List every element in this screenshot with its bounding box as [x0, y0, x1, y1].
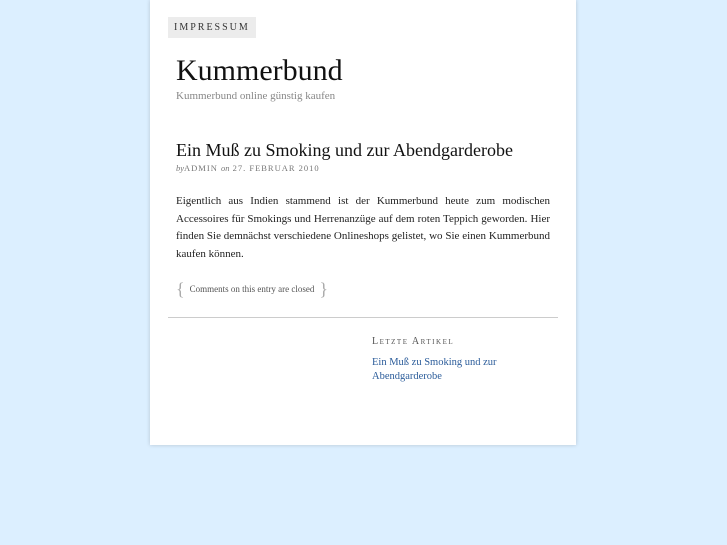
site-description: Kummerbund online günstig kaufen: [176, 90, 336, 102]
page-container: [150, 0, 576, 445]
comments-closed-text: Comments on this entry are closed: [189, 284, 315, 294]
nav-impressum-link[interactable]: IMPRESSUM: [168, 17, 256, 38]
left-brace-icon: {: [176, 279, 185, 299]
site-title[interactable]: Kummerbund: [176, 54, 343, 87]
post-meta-by: by: [176, 163, 185, 173]
sidebar-heading: Letzte Artikel: [372, 336, 455, 347]
post-title[interactable]: Ein Muß zu Smoking und zur Abendgarderobe: [176, 140, 513, 160]
post-body: Eigentlich aus Indien stammend ist der Kummerbund heute zum modischen Accessoires für Smokings und Herrenanzüge auf dem roten Teppich geworden. Hier finden Sie demnächst verschiedene Onlineshops gelistet, wo Sie einen Kummerbund kaufen können.: [176, 195, 550, 260]
post-meta: [176, 163, 320, 173]
comments-status: [176, 279, 328, 299]
post-date: 27. FEBRUAR 2010: [232, 163, 320, 173]
post-meta-on: on: [220, 163, 230, 173]
footer-divider: [168, 317, 558, 318]
post-author[interactable]: ADMIN: [184, 163, 218, 173]
right-brace-icon: }: [319, 279, 329, 299]
recent-article-link[interactable]: Ein Muß zu Smoking und zur Abendgarderobe: [372, 357, 497, 382]
